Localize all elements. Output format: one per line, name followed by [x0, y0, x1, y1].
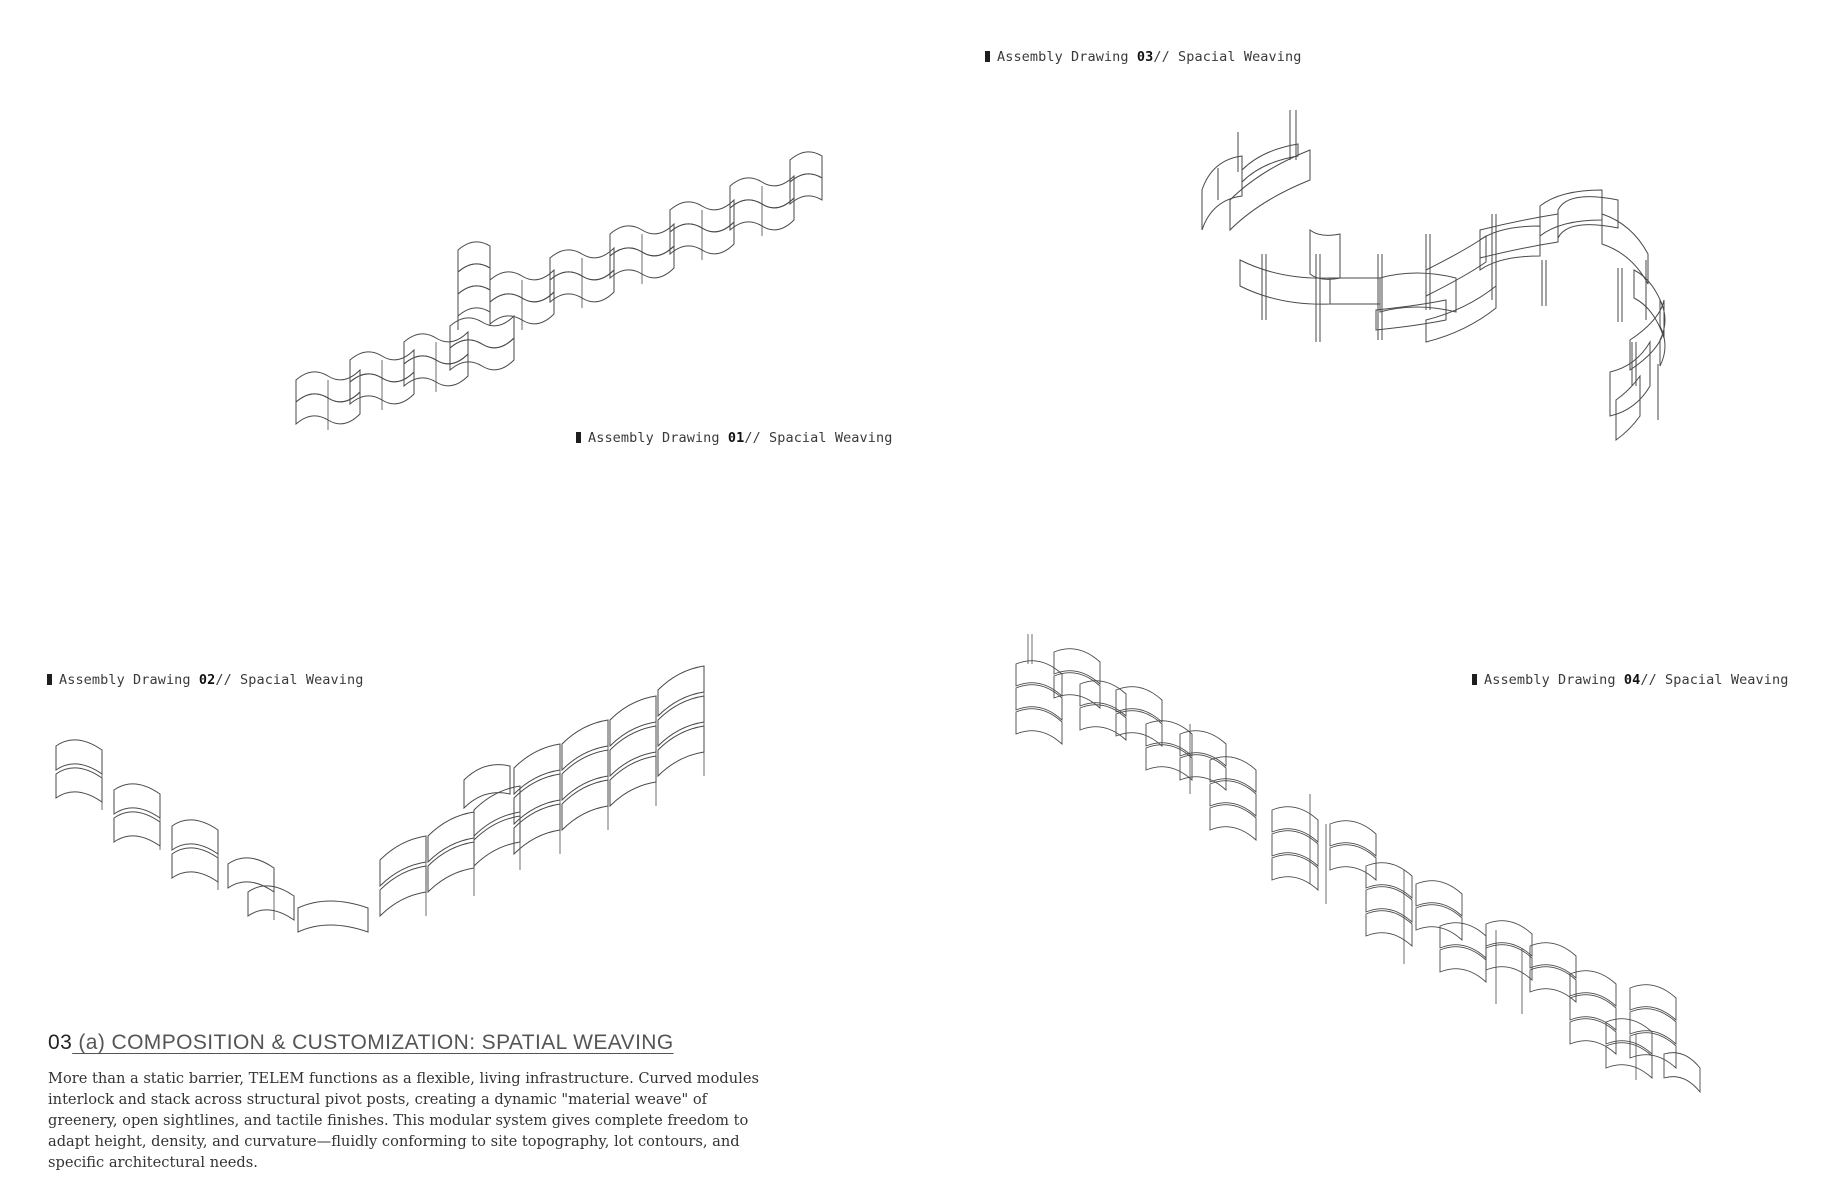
- section-heading: [48, 1031, 674, 1055]
- caption-marker: [47, 674, 52, 685]
- caption-marker: [576, 432, 581, 443]
- pivot-posts: [102, 666, 704, 920]
- description-line: interlock and stack across structural pivot posts, creating a dynamic "material weave" of: [48, 1091, 708, 1108]
- caption-suffix: // Spacial Weaving: [1153, 49, 1302, 65]
- caption-number: 02: [198, 672, 216, 688]
- caption-marker: [985, 51, 990, 62]
- assembly-drawing-03: [1190, 110, 1710, 440]
- assembly-drawing-02-svg: [54, 640, 724, 960]
- diagonal-wave-stack: [1016, 649, 1700, 1092]
- assembly-drawing-04: [1010, 634, 1710, 1134]
- assembly-drawing-04-svg: [1010, 634, 1710, 1134]
- section-description: [48, 1068, 759, 1173]
- description-line: adapt height, density, and curvature—fluidly conforming to site topography, lot contours, and: [48, 1133, 740, 1150]
- caption-prefix: Assembly Drawing: [1484, 672, 1624, 688]
- assembly-drawing-01: [280, 130, 860, 460]
- description-line: greenery, open sightlines, and tactile finishes. This modular system gives complete freedom to: [48, 1112, 749, 1129]
- wave-module-tower: [458, 242, 490, 330]
- structural-pivot-posts: [1218, 110, 1658, 420]
- pivot-posts: [1028, 634, 1636, 1080]
- wave-module-descending-arm: [56, 740, 368, 932]
- wave-module-ascending-arm: [380, 666, 704, 916]
- caption-prefix: Assembly Drawing: [588, 430, 728, 446]
- assembly-drawing-03-svg: [1190, 110, 1710, 440]
- assembly-drawing-02: [54, 640, 724, 960]
- assembly-drawing-01-svg: [280, 130, 860, 460]
- caption-number: 03: [1136, 49, 1154, 65]
- caption-drawing-03: [985, 49, 1301, 65]
- caption-prefix: Assembly Drawing: [59, 672, 199, 688]
- caption-suffix: // Spacial Weaving: [744, 430, 893, 446]
- caption-suffix: // Spacial Weaving: [1640, 672, 1789, 688]
- section-number: 03: [48, 1031, 73, 1054]
- caption-prefix: Assembly Drawing: [997, 49, 1137, 65]
- curved-wall-segments: [1202, 144, 1665, 440]
- caption-number: 04: [1623, 672, 1641, 688]
- description-line: More than a static barrier, TELEM functions as a flexible, living infrastructure. Curved modules: [48, 1070, 759, 1087]
- caption-number: 01: [727, 430, 745, 446]
- description-line: specific architectural needs.: [48, 1154, 258, 1171]
- section-title: (a) COMPOSITION & CUSTOMIZATION: SPATIAL WEAVING: [72, 1031, 674, 1054]
- wave-module-row-lower: [296, 316, 514, 424]
- pivot-posts: [328, 186, 762, 430]
- caption-drawing-01: [576, 430, 892, 446]
- caption-suffix: // Spacial Weaving: [215, 672, 364, 688]
- wave-module-row-upper: [490, 152, 822, 324]
